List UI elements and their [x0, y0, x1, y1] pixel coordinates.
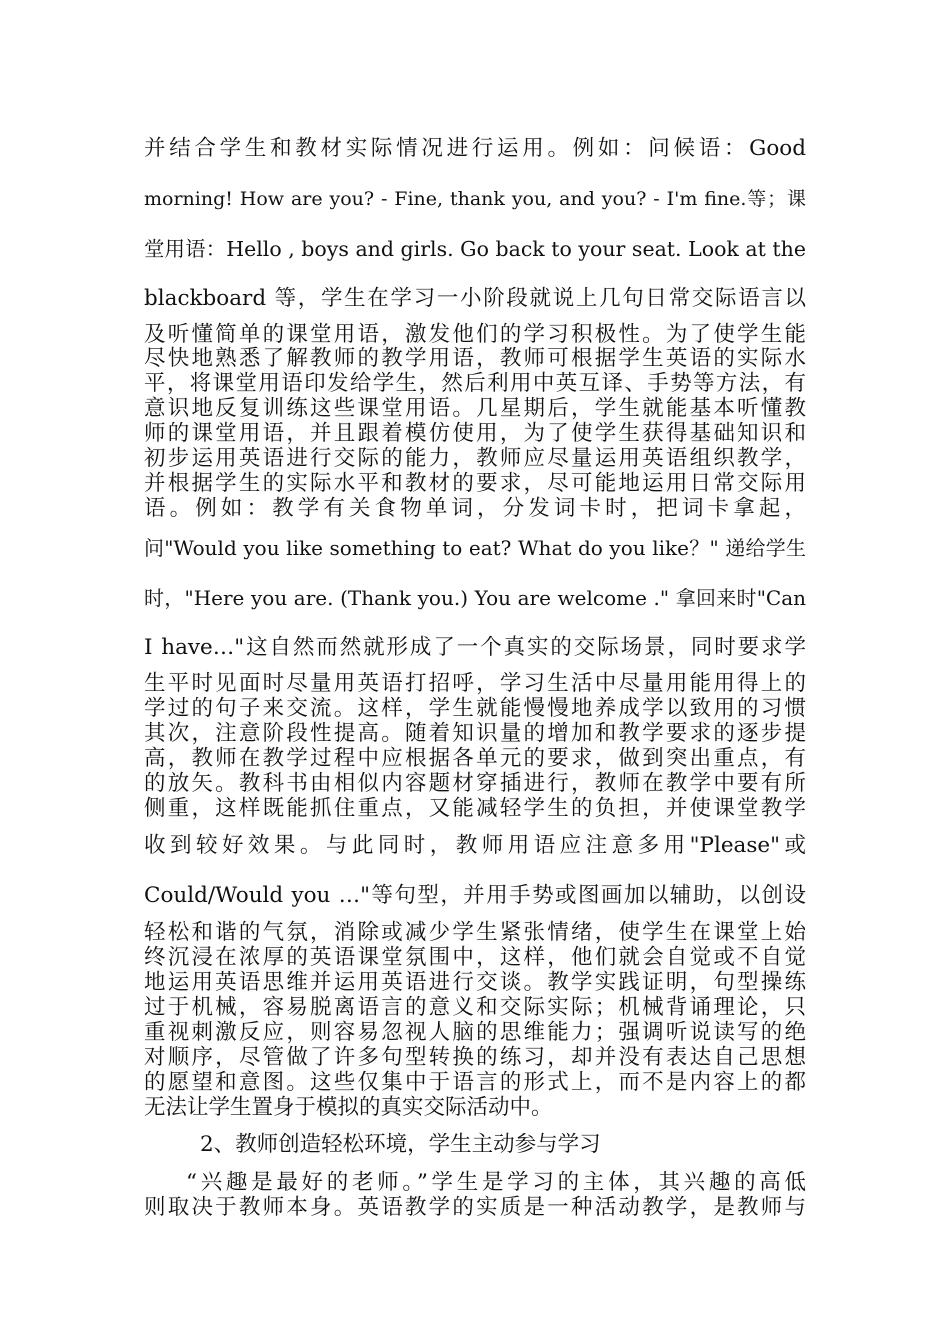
text-line: 平，将课堂用语印发给学生，然后利用中英互译、手势等方法，有: [144, 371, 806, 396]
text-line: 地运用英语思维并运用英语进行交谈。教学实践证明，句型操练: [144, 970, 806, 995]
paragraph-first-line: “兴趣是最好的老师。”学生是学习的主体，其兴趣的高低: [186, 1170, 806, 1195]
text-line: 终沉浸在浓厚的英语课堂氛围中，这样，他们就会自觉或不自觉: [144, 945, 806, 970]
text-line: 无法让学生置身于模拟的真实交际活动中。: [144, 1095, 553, 1120]
text-line: 过于机械，容易脱离语言的意义和交际实际；机械背诵理论，只: [144, 995, 806, 1020]
section-heading: 2、教师创造轻松环境，学生主动参与学习: [200, 1132, 601, 1157]
text-line: 并根据学生的实际水平和教材的要求，尽可能地运用日常交际用: [144, 471, 806, 496]
text-line: Could/Would you …"等句型，并用手势或图画加以辅助，以创设: [144, 883, 806, 908]
text-line: 初步运用英语进行交际的能力，教师应尽量运用英语组织教学，: [144, 446, 806, 471]
text-line: 侧重，这样既能抓住重点，又能减轻学生的负担，并使课堂教学: [144, 796, 806, 821]
text-line: 时，"Here you are. (Thank you.) You are welcome ." 拿回来时"Can: [144, 586, 806, 610]
text-line: 其次，注意阶段性提高。随着知识量的增加和教学要求的逐步提: [144, 721, 806, 746]
text-line: 轻松和谐的气氛，消除或减少学生紧张情绪，使学生在课堂上始: [144, 920, 806, 945]
text-line: 生平时见面时尽量用英语打招呼，学习生活中尽量用能用得上的: [144, 671, 806, 696]
text-line: 对顺序，尽管做了许多句型转换的练习，却并没有表达自己思想: [144, 1045, 806, 1070]
text-line: 重视刺激反应，则容易忽视人脑的思维能力；强调听说读写的绝: [144, 1020, 806, 1045]
text-line: 则取决于教师本身。英语教学的实质是一种活动教学，是教师与: [144, 1195, 806, 1220]
text-line: 收到较好效果。与此同时，教师用语应注意多用"Please"或: [144, 833, 806, 858]
text-line: 的愿望和意图。这些仅集中于语言的形式上，而不是内容上的都: [144, 1070, 806, 1095]
text-line: I have…"这自然而然就形成了一个真实的交际场景，同时要求学: [144, 635, 806, 660]
text-line: 语。例如：教学有关食物单词，分发词卡时，把词卡拿起，: [144, 496, 806, 521]
text-line: 并结合学生和教材实际情况进行运用。例如：问候语：Good: [144, 136, 806, 161]
text-line: 尽快地熟悉了解教师的教学用语，教师可根据学生英语的实际水: [144, 346, 806, 371]
text-line: 堂用语：Hello , boys and girls. Go back to your seat. Look at the: [144, 237, 806, 261]
text-line: 问"Would you like something to eat? What do you like？" 递给学生: [144, 536, 806, 560]
text-line: blackboard 等，学生在学习一小阶段就说上几句日常交际语言以: [144, 286, 806, 311]
text-line: 师的课堂用语，并且跟着模仿使用，为了使学生获得基础知识和: [144, 421, 806, 446]
text-line: 的放矢。教科书由相似内容题材穿插进行，教师在教学中要有所: [144, 771, 806, 796]
text-line: 意识地反复训练这些课堂用语。几星期后，学生就能基本听懂教: [144, 396, 806, 421]
text-line: 高，教师在教学过程中应根据各单元的要求，做到突出重点，有: [144, 746, 806, 771]
text-line: 及听懂简单的课堂用语，激发他们的学习积极性。为了使学生能: [144, 322, 806, 347]
text-line: morning! How are you? - Fine, thank you, and you? - I'm fine.等；课: [144, 188, 806, 210]
text-line: 学过的句子来交流。这样，学生就能慢慢地养成学以致用的习惯: [144, 696, 806, 721]
